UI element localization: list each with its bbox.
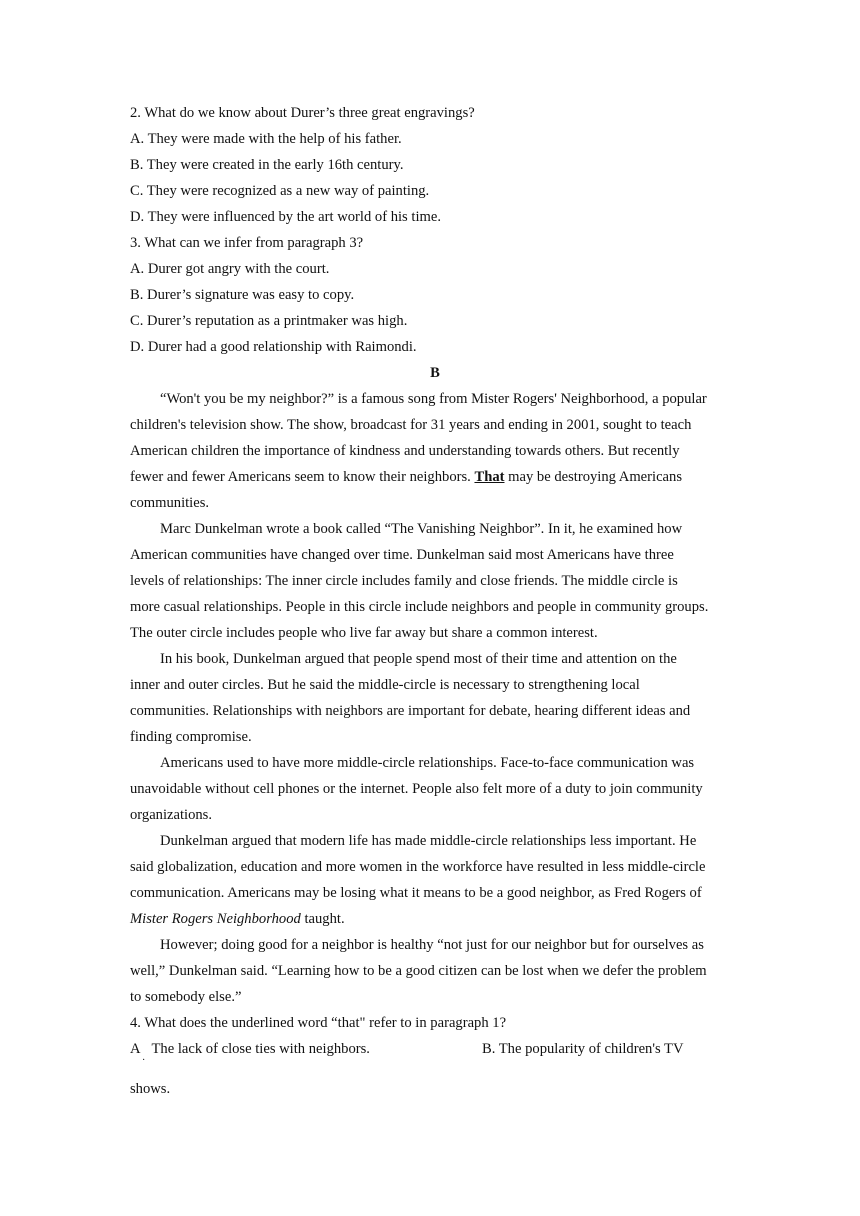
question-stem: 2. What do we know about Durer’s three great engravings? [130,105,475,121]
option-b: B. The popularity of children's TV [482,1041,684,1057]
options-row [130,1036,740,1062]
text-fragment: may be destroying Americans [504,469,682,485]
paragraph-2 [130,516,740,646]
text-line: The outer circle includes people who live far away but share a common interest. [130,625,598,641]
text-line: communities. Relationships with neighbors are important for debate, hearing different ideas and [130,703,691,719]
option-d: D. Durer had a good relationship with Raimondi. [130,339,417,355]
text-line: to somebody else.” [130,989,242,1005]
paragraph-4 [130,750,740,828]
option-a-letter: A [130,1041,141,1057]
underlined-word: That [474,469,505,485]
question-stem: 3. What can we infer from paragraph 3? [130,235,364,251]
text-fragment: fewer and fewer Americans seem to know their neighbors. [130,469,475,485]
question-2 [130,100,740,230]
text-line: levels of relationships: The inner circle includes family and close friends. The middle circle is [130,573,678,589]
option-a-dot: · [142,1055,146,1066]
text-line [130,464,740,490]
paragraph-3 [130,646,740,750]
section-heading: B [430,365,440,381]
text-fragment: taught. [300,911,345,927]
option-b: B. They were created in the early 16th century. [130,157,404,173]
text-line: more casual relationships. People in this circle include neighbors and people in community groups. [130,599,709,615]
text-line: communities. [130,495,210,511]
option-b-continuation: shows. [130,1081,171,1097]
text-line: “Won't you be my neighbor?” is a famous song from Mister Rogers' Neighborhood, a popular [160,391,707,407]
text-line: well,” Dunkelman said. “Learning how to be a good citizen can be lost when we defer the problem [130,963,707,979]
option-a: A. They were made with the help of his father. [130,131,402,147]
option-a [130,1041,370,1057]
option-d: D. They were influenced by the art world of his time. [130,209,441,225]
option-b: B. Durer’s signature was easy to copy. [130,287,355,303]
text-line: communication. Americans may be losing what it means to be a good neighbor, as Fred Rogers of [130,885,702,901]
document-page [130,100,740,1102]
question-stem: 4. What does the underlined word “that" refer to in paragraph 1? [130,1015,507,1031]
text-line: children's television show. The show, broadcast for 31 years and ending in 2001, sought to teach [130,417,692,433]
text-line: However; doing good for a neighbor is healthy “not just for our neighbor but for ourselves as [160,937,704,953]
option-c: C. They were recognized as a new way of painting. [130,183,430,199]
option-a: A. Durer got angry with the court. [130,261,330,277]
question-4 [130,1010,740,1102]
text-line: unavoidable without cell phones or the internet. People also felt more of a duty to join community [130,781,703,797]
option-a-dot-row [130,1055,740,1076]
text-line: Marc Dunkelman wrote a book called “The Vanishing Neighbor”. In it, he examined how [160,521,683,537]
text-line: Dunkelman argued that modern life has made middle-circle relationships less important. He [160,833,697,849]
text-line: Americans used to have more middle-circle relationships. Face-to-face communication was [160,755,695,771]
paragraph-6 [130,932,740,1010]
option-a-text: The lack of close ties with neighbors. [151,1041,370,1057]
paragraph-5 [130,828,740,932]
paragraph-1 [130,386,740,516]
text-line [130,906,740,932]
text-line: American children the importance of kindness and understanding towards others. But recently [130,443,680,459]
show-title: Mister Rogers Neighborhood [130,911,301,927]
text-line: finding compromise. [130,729,252,745]
text-line: American communities have changed over time. Dunkelman said most Americans have three [130,547,674,563]
option-c: C. Durer’s reputation as a printmaker was high. [130,313,408,329]
question-3 [130,230,740,360]
text-line: said globalization, education and more women in the workforce have resulted in less middle-circle [130,859,706,875]
text-line: In his book, Dunkelman argued that people spend most of their time and attention on the [160,651,677,667]
text-line: inner and outer circles. But he said the middle-circle is necessary to strengthening local [130,677,640,693]
text-line: organizations. [130,807,213,823]
